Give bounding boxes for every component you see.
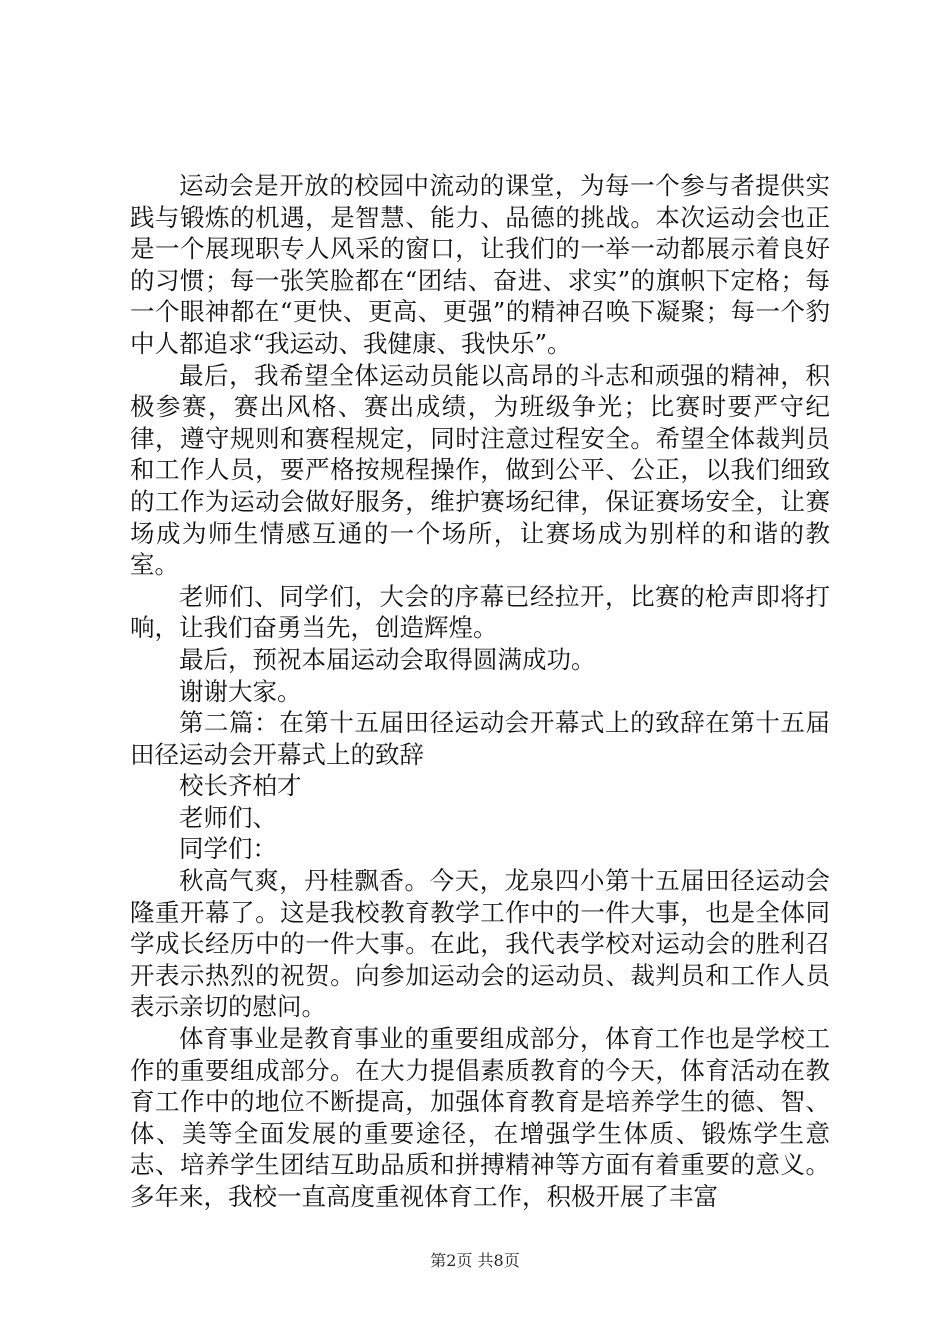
salutation-line: 老师们、 <box>179 802 277 832</box>
body-paragraph: 最后，我希望全体运动员能以高昂的斗志和顽强的精神，积极参赛，赛出风格、赛出成绩，为班级争光；比赛时要严守纪律，遵守规则和赛程规定，同时注意过程安全。希望全体裁判员和工作人员，要严格按规程操作，做到公平、公正，以我们细致的工作为运动会做好服务，维护赛场纪律，保证赛场安全，让赛场成为师生情感互通的一个场所，让赛场成为别样的和谐的教室。 <box>130 360 830 580</box>
body-paragraph: 最后，预祝本届运动会取得圆满成功。 <box>179 644 596 674</box>
salutation-line: 同学们： <box>179 834 277 864</box>
speaker-line: 校长齐柏才 <box>179 771 302 801</box>
body-paragraph: 谢谢大家。 <box>179 676 302 706</box>
body-paragraph: 秋高气爽，丹桂飘香。今天，龙泉四小第十五届田径运动会隆重开幕了。这是我校教育教学工作中的一件大事，也是全体同学成长经历中的一件大事。在此，我代表学校对运动会的胜利召开表示热烈的祝贺。向参加运动会的运动员、裁判员和工作人员表示亲切的慰问。 <box>130 866 830 1022</box>
document-body <box>130 170 830 1213</box>
body-paragraph: 老师们、同学们，大会的序幕已经拉开，比赛的枪声即将打响，让我们奋勇当先，创造辉煌。 <box>130 581 830 643</box>
section-heading: 第二篇：在第十五届田径运动会开幕式上的致辞在第十五届田径运动会开幕式上的致辞 <box>130 708 830 769</box>
body-paragraph: 运动会是开放的校园中流动的课堂，为每一个参与者提供实践与锻炼的机遇，是智慧、能力、品德的挑战。本次运动会也正是一个展现职专人风采的窗口，让我们的一举一动都展示着良好的习惯；每一张笑脸都在“团结、奋进、求实”的旗帜下定格；每一个眼神都在“更快、更高、更强”的精神召唤下凝聚；每一个豹中人都追求“我运动、我健康、我快乐”。 <box>130 171 830 358</box>
body-paragraph: 体育事业是教育事业的重要组成部分，体育工作也是学校工作的重要组成部分。在大力提倡素质教育的今天，体育活动在教育工作中的地位不断提高，加强体育教育是培养学生的德、智、体、美等全面发展的重要途径，在增强学生体质、锻炼学生意志、培养学生团结互助品质和拼搏精神等方面有着重要的意义。多年来，我校一直高度重视体育工作，积极开展了丰富 <box>130 1024 830 1211</box>
page-number-footer: 第2页 共8页 <box>430 1251 520 1270</box>
